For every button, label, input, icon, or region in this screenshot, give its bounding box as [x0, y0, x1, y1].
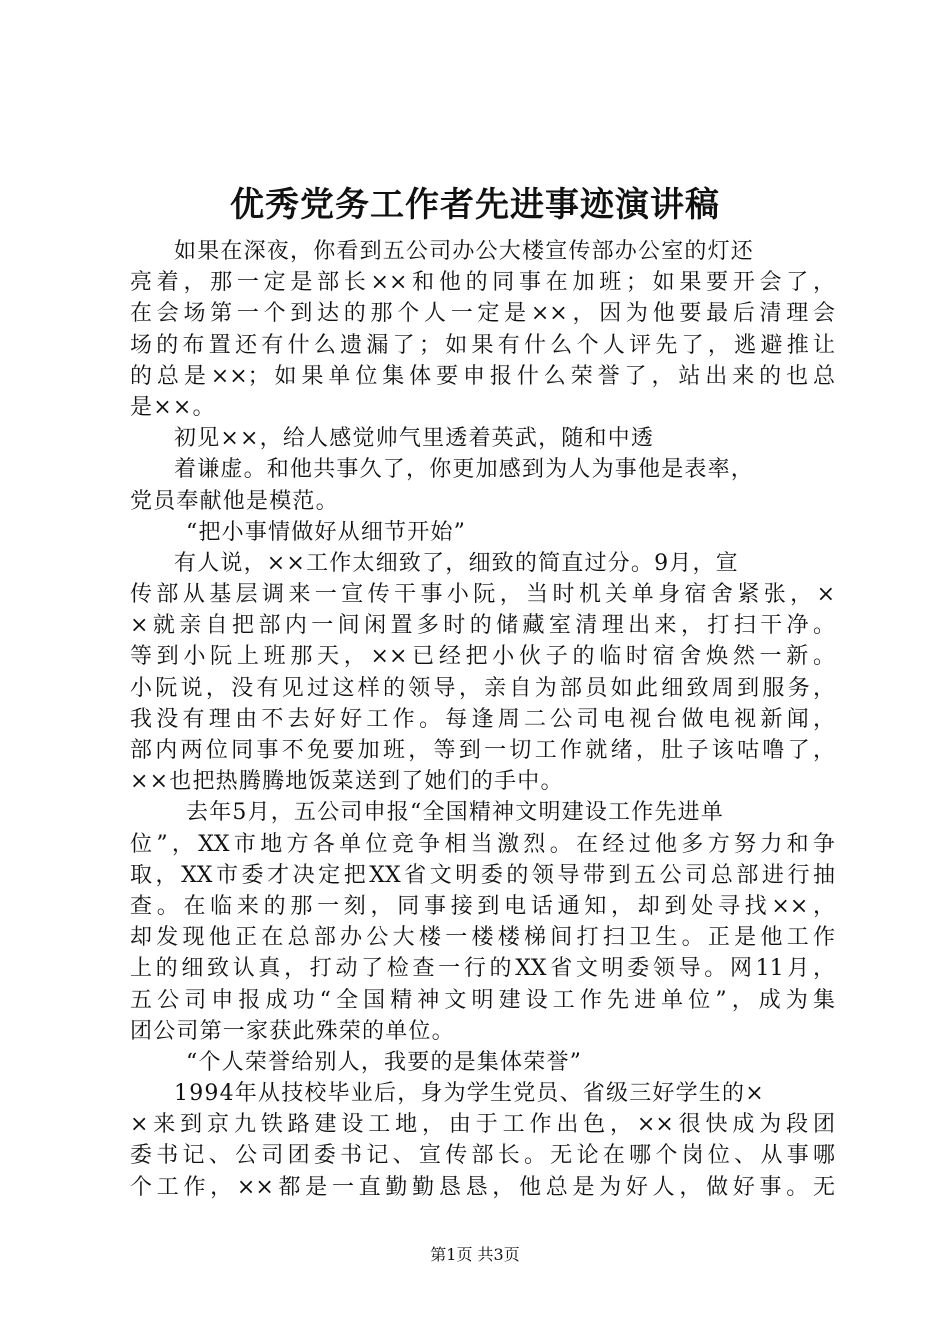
text-line: 上的细致认真，打动了检查一行的XX省文明委领导。网11月，	[130, 956, 835, 982]
text-line: 着谦虚。和他共事久了，你更加感到为人为事他是表率，	[174, 457, 755, 483]
text-line: 部内两位同事不免要加班，等到一切工作就绪，肚子该咕噜了，	[130, 738, 835, 763]
page-number-footer: 第1页 共3页	[430, 1245, 520, 1264]
document-body	[130, 236, 835, 1203]
text-line: 位”，XX市地方各单位竞争相当激烈。在经过他多方努力和争	[130, 831, 835, 857]
text-line: 党员奉献他是模范。	[130, 488, 339, 514]
document-title: 优秀党务工作者先进事迹演讲稿	[230, 185, 720, 225]
text-line: 却发现他正在总部办公大楼一楼楼梯间打扫卫生。正是他工作	[130, 925, 835, 951]
text-line: 团公司第一家获此殊荣的单位。	[130, 1018, 455, 1044]
text-line: 五公司申报成功“全国精神文明建设工作先进单位”，成为集	[130, 987, 835, 1013]
text-line: “把小事情做好从细节开始”	[186, 519, 467, 545]
text-line: 我没有理由不去好好工作。每逢周二公司电视台做电视新闻，	[130, 706, 835, 732]
text-line: ××也把热腾腾地饭菜送到了她们的手中。	[130, 769, 564, 795]
text-line: 如果在深夜，你看到五公司办公大楼宣传部办公室的灯还	[174, 239, 755, 264]
text-line: ×来到京九铁路建设工地，由于工作出色，××很快成为段团	[130, 1112, 835, 1138]
text-line: 场的布置还有什么遗漏了；如果有什么个人评先了，逃避推让	[130, 332, 835, 358]
text-line: 委书记、公司团委书记、宣传部长。无论在哪个岗位、从事哪	[130, 1143, 835, 1169]
text-line: 等到小阮上班那天，××已经把小伙子的临时宿舍焕然一新。	[130, 644, 835, 670]
text-line: 1994年从技校毕业后，身为学生党员、省级三好学生的×	[174, 1081, 765, 1107]
text-line: 是××。	[130, 394, 216, 420]
text-line: 取，XX市委才决定把XX省文明委的领导带到五公司总部进行抽	[130, 862, 835, 888]
text-line: 去年5月，五公司申报“全国精神文明建设工作先进单	[186, 800, 725, 826]
text-line: 有人说，××工作太细致了，细致的简直过分。9月，宣	[174, 550, 739, 576]
text-line: 在会场第一个到达的那个人一定是××，因为他要最后清理会	[130, 301, 835, 327]
text-line: 的总是××；如果单位集体要申报什么荣誉了，站出来的也总	[130, 363, 835, 389]
text-line: 个工作，××都是一直勤勤恳恳，他总是为好人，做好事。无	[130, 1174, 835, 1200]
text-line: 亮着，那一定是部长××和他的同事在加班；如果要开会了，	[130, 270, 835, 296]
text-line: 查。在临来的那一刻，同事接到电话通知，却到处寻找××，	[130, 893, 835, 919]
text-line: 初见××，给人感觉帅气里透着英武，随和中透	[174, 426, 655, 452]
text-line: ×就亲自把部内一间闲置多时的储藏室清理出来，打扫干净。	[130, 613, 835, 639]
text-line: “个人荣誉给别人，我要的是集体荣誉”	[186, 1049, 583, 1075]
text-line: 小阮说，没有见过这样的领导，亲自为部员如此细致周到服务，	[130, 675, 835, 701]
text-line: 传部从基层调来一宣传干事小阮，当时机关单身宿舍紧张，×	[130, 582, 835, 608]
